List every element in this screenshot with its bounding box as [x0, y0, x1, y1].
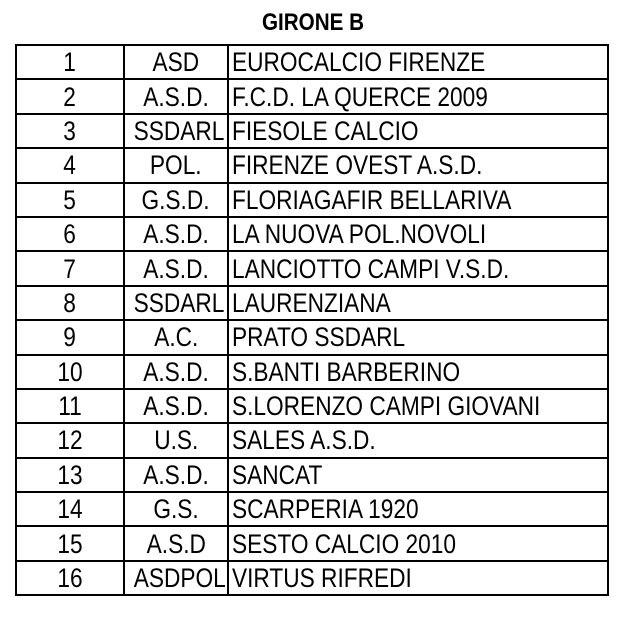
- club-type-cell: [124, 114, 228, 148]
- club-name-cell: [228, 183, 608, 217]
- club-type-cell: [124, 183, 228, 217]
- page-title: [44, 8, 582, 38]
- club-name-cell: [228, 458, 608, 492]
- table-row: [16, 458, 608, 492]
- table-row: [16, 389, 608, 423]
- position-cell: [16, 183, 124, 217]
- club-name-cell-text: FIRENZE OVEST A.S.D.: [232, 150, 483, 181]
- club-type-cell-text: A.S.D.: [143, 253, 209, 284]
- club-name-cell: [228, 286, 608, 320]
- table-row: [16, 79, 608, 113]
- club-type-cell-text: A.S.D.: [143, 356, 209, 387]
- club-name-cell: [228, 217, 608, 251]
- position-cell: [16, 217, 124, 251]
- club-type-cell: [124, 45, 228, 79]
- club-name-cell: [228, 320, 608, 354]
- club-type-cell: [124, 492, 228, 526]
- table-row: [16, 286, 608, 320]
- club-type-cell-text: A.S.D.: [143, 81, 209, 112]
- table-row: [16, 423, 608, 457]
- position-cell: [16, 45, 124, 79]
- club-name-cell-text: SESTO CALCIO 2010: [232, 528, 456, 559]
- club-type-cell-text: POL.: [150, 150, 202, 181]
- club-name-cell: [228, 561, 608, 595]
- club-name-cell-text: SALES A.S.D.: [232, 425, 376, 456]
- club-type-cell: [124, 251, 228, 285]
- club-type-cell-text: G.S.: [153, 494, 199, 525]
- club-type-cell: [124, 148, 228, 182]
- club-name-cell-text: FIESOLE CALCIO: [232, 115, 419, 146]
- position-cell: [16, 148, 124, 182]
- table-row: [16, 251, 608, 285]
- club-name-cell-text: PRATO SSDARL: [232, 322, 406, 353]
- position-cell: [16, 286, 124, 320]
- club-name-cell: [228, 389, 608, 423]
- club-type-cell-text: U.S.: [153, 425, 199, 456]
- table-row: [16, 183, 608, 217]
- position-cell-text: 2: [63, 81, 77, 112]
- club-type-cell-text: A.S.D.: [143, 219, 209, 250]
- club-type-cell-text: A.C.: [153, 322, 199, 353]
- position-cell-text: 6: [63, 219, 77, 250]
- position-cell-text: 14: [57, 494, 83, 525]
- club-type-cell: [124, 286, 228, 320]
- club-type-cell: [124, 423, 228, 457]
- club-type-cell-text: SSDARL: [133, 115, 225, 146]
- page-title-text: GIRONE B: [261, 9, 365, 36]
- club-name-cell-text: SCARPERIA 1920: [232, 494, 419, 525]
- table-row: [16, 492, 608, 526]
- table-row: [16, 320, 608, 354]
- position-cell-text: 3: [63, 115, 77, 146]
- club-name-cell-text: S.LORENZO CAMPI GIOVANI: [232, 391, 541, 422]
- club-name-cell: [228, 45, 608, 79]
- position-cell: [16, 526, 124, 560]
- club-type-cell-text: A.S.D.: [143, 391, 209, 422]
- club-name-cell-text: F.C.D. LA QUERCE 2009: [232, 81, 488, 112]
- club-name-cell-text: SANCAT: [232, 459, 323, 490]
- position-cell-text: 12: [57, 425, 83, 456]
- club-type-cell-text: SSDARL: [133, 287, 225, 318]
- position-cell: [16, 355, 124, 389]
- club-type-cell: [124, 389, 228, 423]
- position-cell-text: 7: [63, 253, 77, 284]
- position-cell: [16, 458, 124, 492]
- table-row: [16, 355, 608, 389]
- club-name-cell: [228, 148, 608, 182]
- table-row: [16, 148, 608, 182]
- club-name-cell: [228, 423, 608, 457]
- position-cell-text: 15: [57, 528, 83, 559]
- club-type-cell: [124, 79, 228, 113]
- position-cell-text: 16: [57, 563, 83, 594]
- club-name-cell-text: LANCIOTTO CAMPI V.S.D.: [232, 253, 510, 284]
- standings-table: [15, 44, 609, 596]
- position-cell: [16, 251, 124, 285]
- standings-table-body: [16, 45, 608, 595]
- club-name-cell-text: LA NUOVA POL.NOVOLI: [232, 219, 487, 250]
- club-type-cell: [124, 458, 228, 492]
- position-cell: [16, 492, 124, 526]
- position-cell-text: 4: [63, 150, 77, 181]
- club-type-cell-text: ASD: [152, 47, 200, 78]
- table-row: [16, 526, 608, 560]
- club-name-cell-text: EUROCALCIO FIRENZE: [232, 47, 486, 78]
- club-type-cell: [124, 561, 228, 595]
- table-row: [16, 45, 608, 79]
- club-type-cell: [124, 526, 228, 560]
- position-cell: [16, 423, 124, 457]
- table-row: [16, 114, 608, 148]
- club-name-cell: [228, 355, 608, 389]
- club-name-cell: [228, 251, 608, 285]
- club-type-cell-text: ASDPOL: [133, 563, 226, 594]
- club-type-cell-text: G.S.D.: [141, 184, 211, 215]
- position-cell-text: 11: [58, 391, 82, 422]
- club-type-cell-text: A.S.D: [146, 528, 206, 559]
- club-type-cell: [124, 355, 228, 389]
- position-cell-text: 5: [63, 184, 77, 215]
- club-type-cell-text: A.S.D.: [143, 459, 209, 490]
- position-cell: [16, 320, 124, 354]
- club-name-cell-text: LAURENZIANA: [232, 287, 391, 318]
- position-cell: [16, 561, 124, 595]
- club-name-cell: [228, 79, 608, 113]
- position-cell-text: 9: [63, 322, 77, 353]
- position-cell: [16, 114, 124, 148]
- club-name-cell: [228, 114, 608, 148]
- club-name-cell-text: S.BANTI BARBERINO: [232, 356, 461, 387]
- position-cell-text: 10: [57, 356, 83, 387]
- position-cell: [16, 389, 124, 423]
- club-type-cell: [124, 217, 228, 251]
- club-name-cell: [228, 526, 608, 560]
- club-name-cell-text: FLORIAGAFIR BELLARIVA: [232, 184, 512, 215]
- position-cell: [16, 79, 124, 113]
- position-cell-text: 13: [57, 459, 83, 490]
- club-type-cell: [124, 320, 228, 354]
- position-cell-text: 8: [63, 287, 77, 318]
- club-name-cell-text: VIRTUS RIFREDI: [232, 563, 412, 594]
- table-row: [16, 217, 608, 251]
- table-row: [16, 561, 608, 595]
- position-cell-text: 1: [63, 47, 77, 78]
- club-name-cell: [228, 492, 608, 526]
